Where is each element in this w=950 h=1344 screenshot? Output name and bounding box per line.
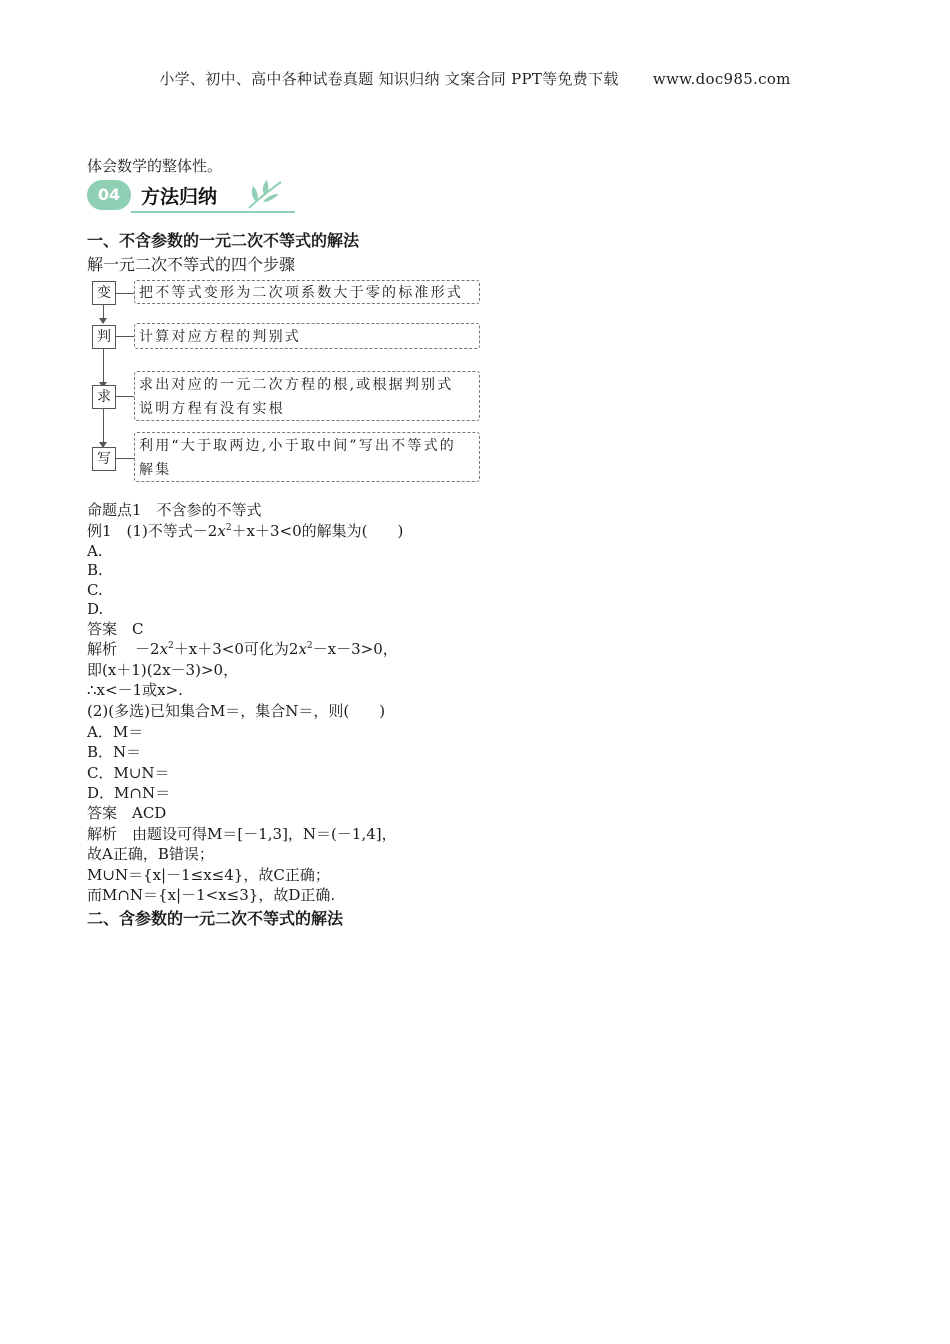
flow-step-line: 解集 (139, 462, 172, 478)
flow-step-key: 判 (92, 325, 116, 349)
heading-1: 一、不含参数的一元二次不等式的解法 (87, 231, 360, 250)
analysis-2-line4: 而M∩N＝{x|－1<x≤3}，故D正确. (87, 886, 336, 904)
flow-step-line: 说明方程有没有实根 (139, 401, 285, 417)
flow-step-line: 利用“大于取两边,小于取中间”写出不等式的 (139, 438, 456, 454)
analysis-1-line1: 解析 $-2x^2+x+3<0$可化为$2x^2-x-3>0$， (87, 640, 398, 658)
flow-step-desc (134, 280, 480, 304)
header-url: www.doc985.com (652, 70, 791, 88)
example-1-rest: ＋x＋3<0的解集为( ) (231, 522, 404, 540)
leaf-icon (243, 178, 287, 212)
analysis-1-line3: ∴x<－1或x>. (87, 681, 183, 699)
section-badge (87, 178, 297, 214)
heading-2: 二、含参数的一元二次不等式的解法 (87, 909, 344, 928)
topic-label: 命题点1 不含参的不等式 (87, 501, 262, 519)
option-c: C. (87, 581, 103, 599)
option-b: B．N＝ (87, 743, 142, 761)
analysis-label: 解析 (87, 640, 118, 658)
flow-step-key: 变 (92, 281, 116, 305)
flow-step-key: 求 (92, 385, 116, 409)
example-1-stem: 例1 (1)不等式$-2x^2+x+3<0$的解集为( ) (87, 522, 404, 540)
example-2-stem: (2)(多选)已知集合M＝，集合N＝，则( ) (87, 702, 386, 720)
flow-connector (116, 336, 134, 337)
section-title: 方法归纳 (141, 186, 218, 208)
flow-step-line: 把不等式变形为二次项系数大于零的标准形式 (139, 285, 463, 301)
flow-step-desc (134, 371, 480, 421)
answer-2: 答案 ACD (87, 804, 167, 822)
analysis-2-line1: 解析 由题设可得M＝[－1,3]，N＝(－1,4]， (87, 825, 397, 843)
page-header (0, 68, 950, 89)
flow-chart (87, 278, 487, 488)
option-a: A．M＝ (87, 723, 144, 741)
flow-connector (116, 293, 134, 294)
analysis-part: ＋x＋3<0可化为2 (173, 640, 299, 658)
flow-arrow-line (103, 409, 104, 443)
flow-step-key: 写 (92, 447, 116, 471)
analysis-part: －2 (135, 640, 160, 658)
analysis-2-line3: M∪N＝{x|－1≤x≤4}，故C正确； (87, 866, 330, 884)
arrow-down-icon (99, 318, 107, 324)
analysis-1-line2: 即(x＋1)(2x－3)>0， (87, 661, 239, 679)
flow-step-line: 计算对应方程的判别式 (139, 329, 301, 345)
analysis-2-line2: 故A正确，B错误； (87, 845, 214, 863)
option-b: B. (87, 561, 103, 579)
example-1-prefix: 例1 (1)不等式－2 (87, 522, 218, 540)
example-1-var: x (217, 522, 226, 540)
flow-step-line: 求出对应的一元二次方程的根,或根据判别式 (139, 377, 454, 393)
section-number: 04 (87, 180, 131, 210)
flow-arrow-line (103, 349, 104, 383)
option-a: A. (87, 542, 103, 560)
header-text: 小学、初中、高中各种试卷真题 知识归纳 文案合同 PPT等免费下载 (159, 70, 619, 88)
flow-connector (116, 396, 134, 397)
intro-text: 体会数学的整体性。 (87, 157, 223, 175)
analysis-part: －x－3>0， (312, 640, 398, 658)
flow-step-desc (134, 432, 480, 482)
flow-connector (116, 458, 134, 459)
option-c: C．M∪N＝ (87, 764, 170, 782)
flow-step-desc (134, 323, 480, 349)
flow-arrow-line (103, 305, 104, 319)
subheading: 解一元二次不等式的四个步骤 (87, 255, 296, 274)
option-d: D．M∩N＝ (87, 784, 171, 802)
option-d: D. (87, 600, 104, 618)
answer-1: 答案 C (87, 620, 144, 638)
